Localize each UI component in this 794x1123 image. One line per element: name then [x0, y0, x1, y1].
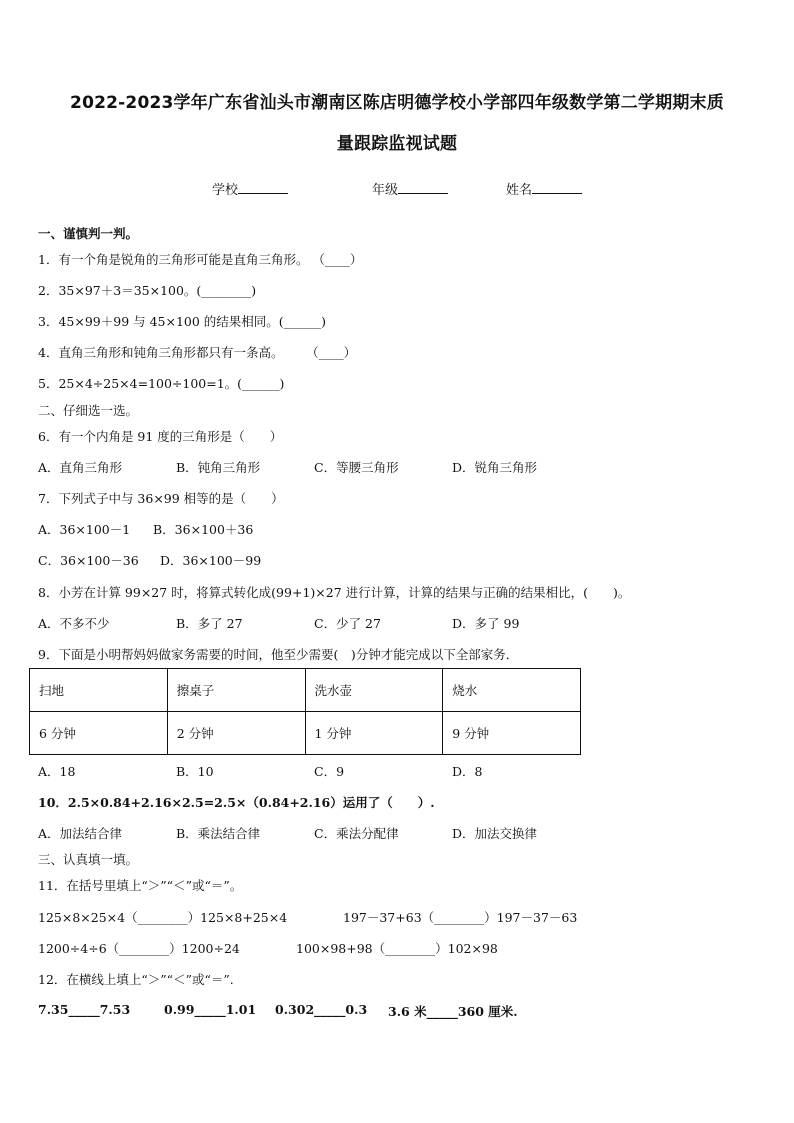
- question-8: 8．小芳在计算 99×27 时，将算式转化成(99+1)×27 进行计算，计算的结果与正确的结果相比，( )。: [38, 585, 631, 600]
- question-10: 10．2.5×0.84+2.16×2.5=2.5×（0.84+2.16）运用了（ ）.: [38, 795, 435, 810]
- q6-option-b[interactable]: B．钝角三角形: [176, 460, 261, 475]
- q10-option-a[interactable]: A．加法结合律: [38, 826, 123, 841]
- table-header-row: [30, 669, 581, 712]
- q6-option-c[interactable]: C．等腰三角形: [314, 460, 399, 475]
- name-blank[interactable]: [532, 180, 582, 194]
- question-4: 4．直角三角形和钝角三角形都只有一条高。 （____）: [38, 345, 357, 360]
- table-cell: 扫地: [30, 669, 168, 712]
- section-2-heading: 二、仔细选一选。: [38, 403, 139, 418]
- q7-option-d[interactable]: D．36×100－99: [160, 553, 262, 568]
- q9-option-b[interactable]: B．10: [176, 764, 214, 779]
- q9-option-a[interactable]: A．18: [38, 764, 76, 779]
- name-field: [506, 179, 582, 198]
- question-3: 3．45×99＋99 与 45×100 的结果相同。(______): [38, 314, 327, 329]
- q8-option-c[interactable]: C．少了 27: [314, 616, 381, 631]
- name-label: 姓名: [506, 183, 533, 198]
- q6-option-d[interactable]: D．锐角三角形: [452, 460, 538, 475]
- question-6: 6．有一个内角是 91 度的三角形是（ ）: [38, 429, 283, 444]
- q12-item-4: 3.6 米_____360 厘米.: [388, 1004, 518, 1019]
- chores-time-table: [29, 668, 581, 755]
- q10-option-c[interactable]: C．乘法分配律: [314, 826, 399, 841]
- q6-option-a[interactable]: A．直角三角形: [38, 460, 123, 475]
- table-cell: 洗水壶: [305, 669, 443, 712]
- q10-option-d[interactable]: D．加法交换律: [452, 826, 538, 841]
- grade-blank[interactable]: [398, 180, 448, 194]
- q11-expression-3: 1200÷4÷6（________）1200÷24: [38, 941, 240, 956]
- section-3-heading: 三、认真填一填。: [38, 852, 139, 867]
- q9-option-c[interactable]: C．9: [314, 764, 345, 779]
- q11-expression-2: 197－37+63（________）197－37－63: [343, 910, 578, 925]
- q11-expression-1: 125×8×25×4（________）125×8+25×4: [38, 910, 288, 925]
- table-cell: 6 分钟: [30, 712, 168, 755]
- table-cell: 2 分钟: [167, 712, 305, 755]
- table-cell: 擦桌子: [167, 669, 305, 712]
- question-9: 9．下面是小明帮妈妈做家务需要的时间，他至少需要( )分钟才能完成以下全部家务．: [38, 647, 519, 662]
- q7-option-a[interactable]: A．36×100－1: [38, 522, 131, 537]
- q12-item-1: 7.35_____7.53: [38, 1002, 131, 1017]
- q10-option-b[interactable]: B．乘法结合律: [176, 826, 261, 841]
- question-7: 7．下列式子中与 36×99 相等的是（ ）: [38, 491, 284, 506]
- grade-field: [372, 179, 448, 198]
- table-cell: 9 分钟: [443, 712, 581, 755]
- q8-option-d[interactable]: D．多了 99: [452, 616, 520, 631]
- q11-expression-4: 100×98+98（________）102×98: [296, 941, 498, 956]
- q12-item-3: 0.302_____0.3: [275, 1002, 368, 1017]
- page-title-line-2: 量跟踪监视试题: [336, 134, 458, 154]
- question-5: 5．25×4÷25×4=100÷100=1。(______): [38, 376, 285, 391]
- table-row: [30, 712, 581, 755]
- q8-option-a[interactable]: A．不多不少: [38, 616, 110, 631]
- question-1: 1．有一个角是锐角的三角形可能是直角三角形。 （____）: [38, 252, 363, 267]
- section-1-heading: 一、谨慎判一判。: [38, 226, 139, 241]
- question-11: 11．在括号里填上“＞”“＜”或“＝”。: [38, 878, 243, 893]
- question-12: 12．在横线上填上“＞”“＜”或“＝”.: [38, 972, 234, 987]
- q8-option-b[interactable]: B．多了 27: [176, 616, 243, 631]
- school-blank[interactable]: [238, 180, 288, 194]
- question-2: 2．35×97＋3＝35×100。(________): [38, 283, 257, 298]
- page-title-line-1: 2022-2023学年广东省汕头市潮南区陈店明德学校小学部四年级数学第二学期期末质: [70, 93, 724, 113]
- grade-label: 年级: [372, 183, 399, 198]
- table-cell: 1 分钟: [305, 712, 443, 755]
- q12-item-2: 0.99_____1.01: [164, 1002, 257, 1017]
- q7-option-b[interactable]: B．36×100＋36: [153, 522, 254, 537]
- q7-option-c[interactable]: C．36×100－36: [38, 553, 139, 568]
- q9-option-d[interactable]: D．8: [452, 764, 483, 779]
- school-label: 学校: [212, 183, 239, 198]
- table-cell: 烧水: [443, 669, 581, 712]
- school-field: [212, 179, 288, 198]
